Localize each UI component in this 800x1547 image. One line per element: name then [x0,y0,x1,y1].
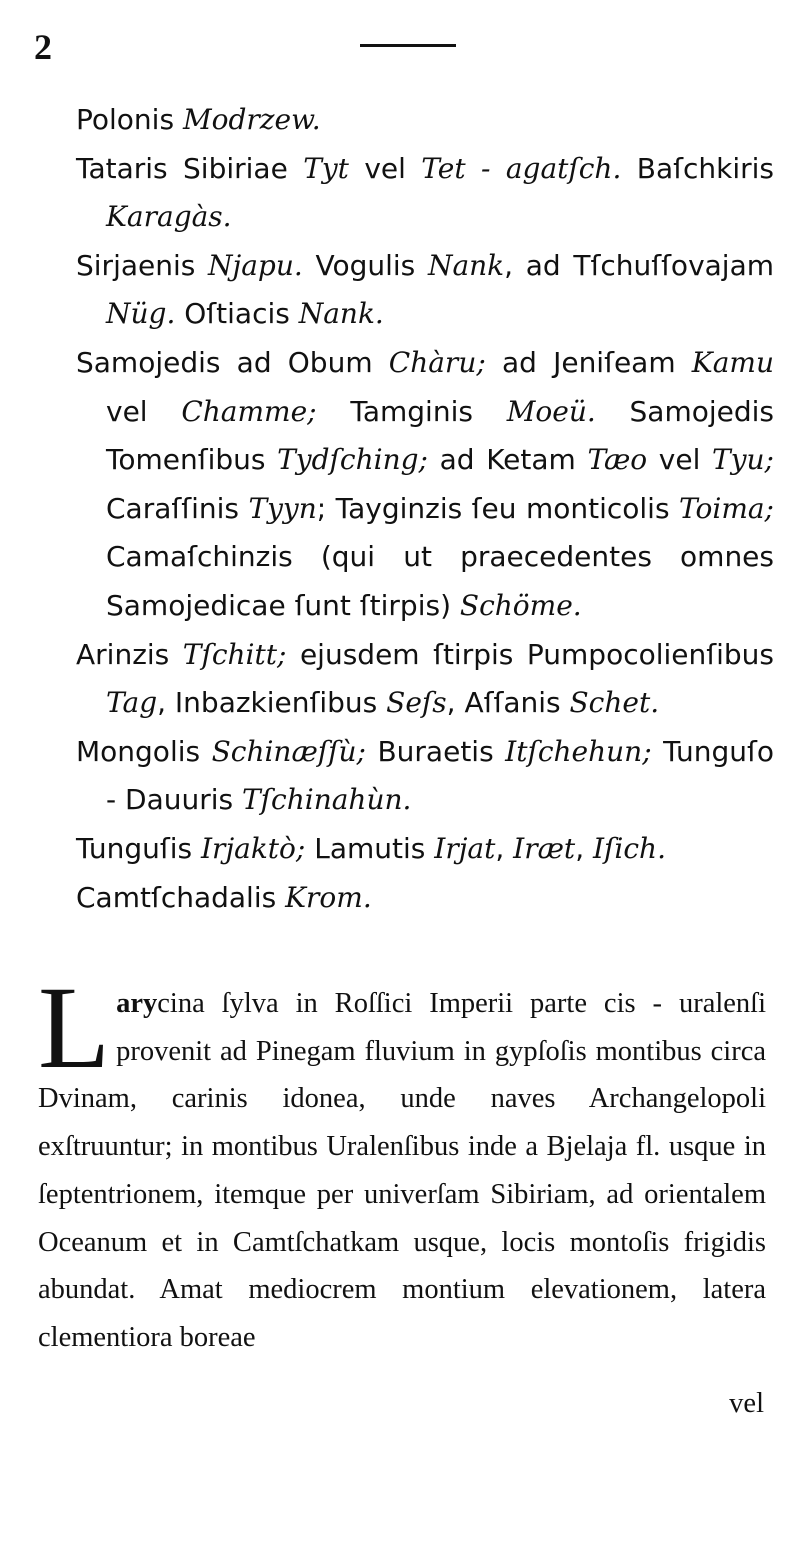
entry-text: ejusdem ſtirpis Pumpocolienſibus [286,637,775,671]
name-entry [76,825,774,874]
entry-text: vel [106,394,182,428]
entry-text: Lamutis [305,831,435,865]
vernacular-term: Tag [106,686,158,720]
entry-text: Vogulis [302,248,428,282]
vernacular-term: Nank [427,248,505,282]
vernacular-term: Tyyn [248,491,317,525]
page-number: 2 [34,27,52,67]
entry-text: , Aſſanis [446,686,570,720]
entry-text: Mongolis [76,734,212,768]
vernacular-term: Nüg. [106,297,176,331]
entry-text: vel [647,443,713,477]
entry-text: Caraſſinis [106,491,249,525]
name-entry [76,242,774,339]
vernacular-term: Schinæſſù; [211,734,366,768]
vernacular-term: Iræt [513,831,576,865]
vernacular-term: Itſchehun; [505,734,652,768]
vernacular-term: Njapu. [208,248,303,282]
entry-text: Camaſchinzis (qui ut praecedentes omnes Samojedicae ſunt ſtirpis) [106,540,774,622]
entry-text: Polonis [76,103,183,136]
entry-text: Baſchkiris [621,151,774,185]
vernacular-term: Tydſching; [277,443,428,477]
vernacular-term: Irjat [434,831,496,865]
entry-text: Samojedis ad Obum [76,345,389,379]
vernacular-term: Nank. [298,297,384,331]
name-entry [76,631,774,728]
entry-text: ad Ketam [427,443,588,477]
entry-text: , Inbazkienſibus [157,686,387,720]
catchword: vel [729,1388,764,1419]
entry-text: Sirjaenis [76,248,209,282]
vernacular-term: Karagàs. [106,200,232,234]
entry-text: Camtſchadalis [76,880,286,914]
header-rule [360,44,456,47]
name-entry [76,96,774,145]
vernacular-term: Tæo [587,443,648,477]
paragraph-lead: ary [116,988,158,1019]
entry-text: Buraetis [365,734,506,768]
name-entry [76,145,774,242]
entry-text: , ad Tſchuſſovajam [504,248,775,282]
vernacular-term: Kamu [691,345,774,379]
entry-text: ad Jeniſeam [485,345,692,379]
entry-text: ; Tayginzis ſeu monticolis [316,491,679,525]
entry-text: , [495,831,514,865]
vernacular-term: Toima; [679,491,774,525]
entry-text: Tunguſo - Dauuris [106,734,774,817]
vernacular-term: Seſs [386,686,447,720]
vernacular-term: Tſchitt; [182,637,287,671]
vernacular-term: Tyu; [712,443,774,477]
vernacular-term: Schöme. [459,588,582,622]
entry-text: Tamginis [316,394,507,428]
vernacular-term: Moeü. [506,394,596,428]
vernacular-term: Schet. [569,686,660,720]
vernacular-term: Modrzew. [182,103,321,136]
body-paragraph [38,962,766,1362]
entry-text: vel [348,151,422,185]
entry-text: Tataris Sibiriae [76,151,304,185]
entry-text: Tunguſis [76,831,201,865]
drop-cap: L [38,962,111,1093]
entry-text: Oſtiacis [175,297,299,331]
vernacular-term: Chamme; [181,394,317,428]
vernacular-term: Irjaktò; [201,831,306,865]
entry-text: , [575,831,593,865]
entry-text: Arinzis [76,637,183,671]
vernacular-term: Tſchinahùn. [242,783,412,817]
vernacular-term: Krom. [285,880,372,914]
vernacular-term: Iſich. [593,831,666,865]
vernacular-term: Tyt [303,151,349,185]
name-entry [76,874,774,923]
vernacular-names-list [76,96,774,922]
entry-text: Samojedis Tomenſibus [106,394,774,477]
name-entry [76,728,774,825]
vernacular-term: Chàru; [388,345,486,379]
name-entry [76,339,774,631]
paragraph-text: cina ſylva in Roſſici Imperii parte cis - uralenſi provenit ad Pinegam fluvium in gypſoſis montibus circa Dvinam, carinis idonea, unde naves Archangelopoli exſtruuntur; in montibus Uralenſibus inde a Bjelaja fl. usque in ſeptentrionem, itemque per univerſam Sibiriam, ad orientalem Oceanum et in Camtſchatkam usque, locis montoſis frigidis abundat. Amat mediocrem montium elevationem, latera clementiora boreae [38,988,766,1353]
vernacular-term: Tet - agatſch. [421,151,622,185]
